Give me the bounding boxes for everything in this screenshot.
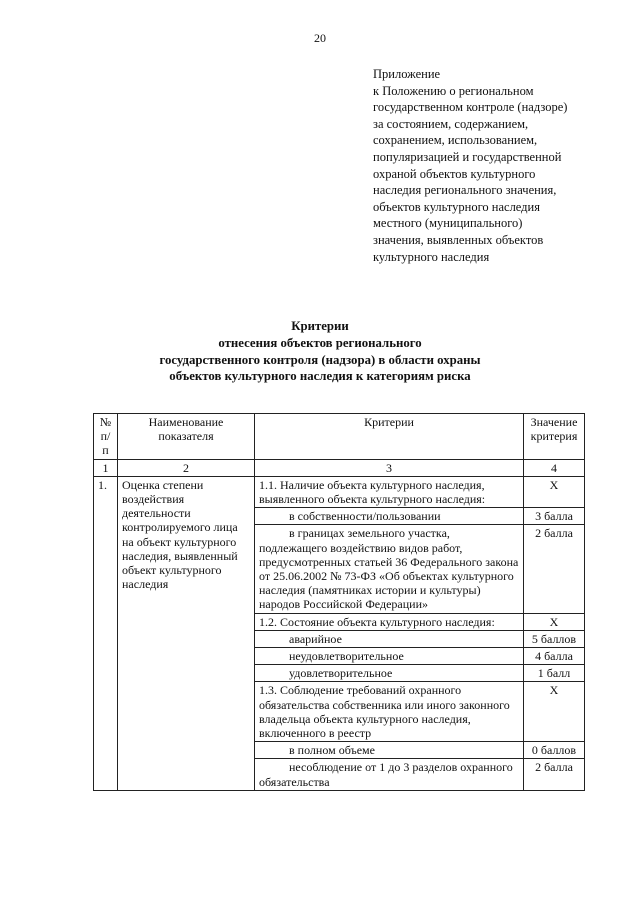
criterion-value: 4 балла [524,648,585,665]
table-row [94,476,585,507]
criterion-value: Х [524,613,585,630]
indicator-name: Оценка степени воздействия деятельности контролируемого лица на объект культурного наследия, выявленный объект культурного наследия [118,476,255,790]
appendix-line: государственном контроле (надзоре) [373,100,568,115]
appendix-line: охраной объектов культурного [373,166,536,181]
appendix-line: объектов культурного наследия [373,199,540,214]
header-indicator-name: Наименование показателя [118,414,255,460]
appendix-line: сохранением, использованием, [373,133,538,148]
title-line: Критерии [291,319,349,333]
criterion-value: 5 баллов [524,630,585,647]
page-number: 20 [314,31,326,45]
criterion-value: 2 балла [524,759,585,790]
header-criteria: Критерии [255,414,524,460]
criterion-value: 0 баллов [524,742,585,759]
criterion-text: в полном объеме [255,742,524,759]
criterion-text: аварийное [255,630,524,647]
appendix-line: культурного наследия [373,249,490,264]
criterion-text: в границах земельного участка, подлежащего воздействию видов работ, предусмотренных статьей 36 Федерального закона от 25.06.2002 № 73-ФЗ «Об объектах культурного наследия (памятниках истории и культуры) народов Российской Федерации» [255,525,524,613]
title-line: отнесения объектов регионального [218,335,422,350]
criteria-table [93,413,585,791]
criterion-value: 3 балла [524,508,585,525]
criterion-text: 1.3. Соблюдение требований охранного обязательства собственника или иного законного владельца объекта культурного наследия, включенного в реестр [255,682,524,742]
column-number: 4 [524,459,585,476]
appendix-line: за состоянием, содержанием, [373,116,529,131]
criterion-value: Х [524,476,585,507]
criterion-value: Х [524,682,585,742]
title-line: государственного контроля (надзора) в области охраны [159,352,481,367]
appendix-line: значения, выявленных объектов [373,232,544,247]
title-line: объектов культурного наследия к категориям риска [169,369,471,384]
column-number: 2 [118,459,255,476]
column-number: 3 [255,459,524,476]
criterion-value: 1 балл [524,665,585,682]
appendix-note [373,66,623,265]
column-number-row [94,459,585,476]
criterion-value: 2 балла [524,525,585,613]
criterion-text: 1.2. Состояние объекта культурного наследия: [255,613,524,630]
column-number: 1 [94,459,118,476]
row-number: 1. [94,476,118,790]
appendix-line: наследия регионального значения, [373,183,557,198]
criterion-text: в собственности/пользовании [255,508,524,525]
document-title [0,318,640,385]
criterion-text: удовлетворительное [255,665,524,682]
appendix-line: местного (муниципального) [373,216,523,231]
criterion-text: 1.1. Наличие объекта культурного наследия, выявленного объекта культурного наследия: [255,476,524,507]
criterion-text: несоблюдение от 1 до 3 разделов охранного обязательства [255,759,524,790]
criterion-text: неудовлетворительное [255,648,524,665]
table-header-row [94,414,585,460]
header-value: Значение критерия [524,414,585,460]
header-num: № п/п [94,414,118,460]
appendix-line: Приложение [373,67,441,81]
appendix-line: популяризацией и государственной [373,149,562,164]
appendix-line: к Положению о региональном [373,83,534,98]
